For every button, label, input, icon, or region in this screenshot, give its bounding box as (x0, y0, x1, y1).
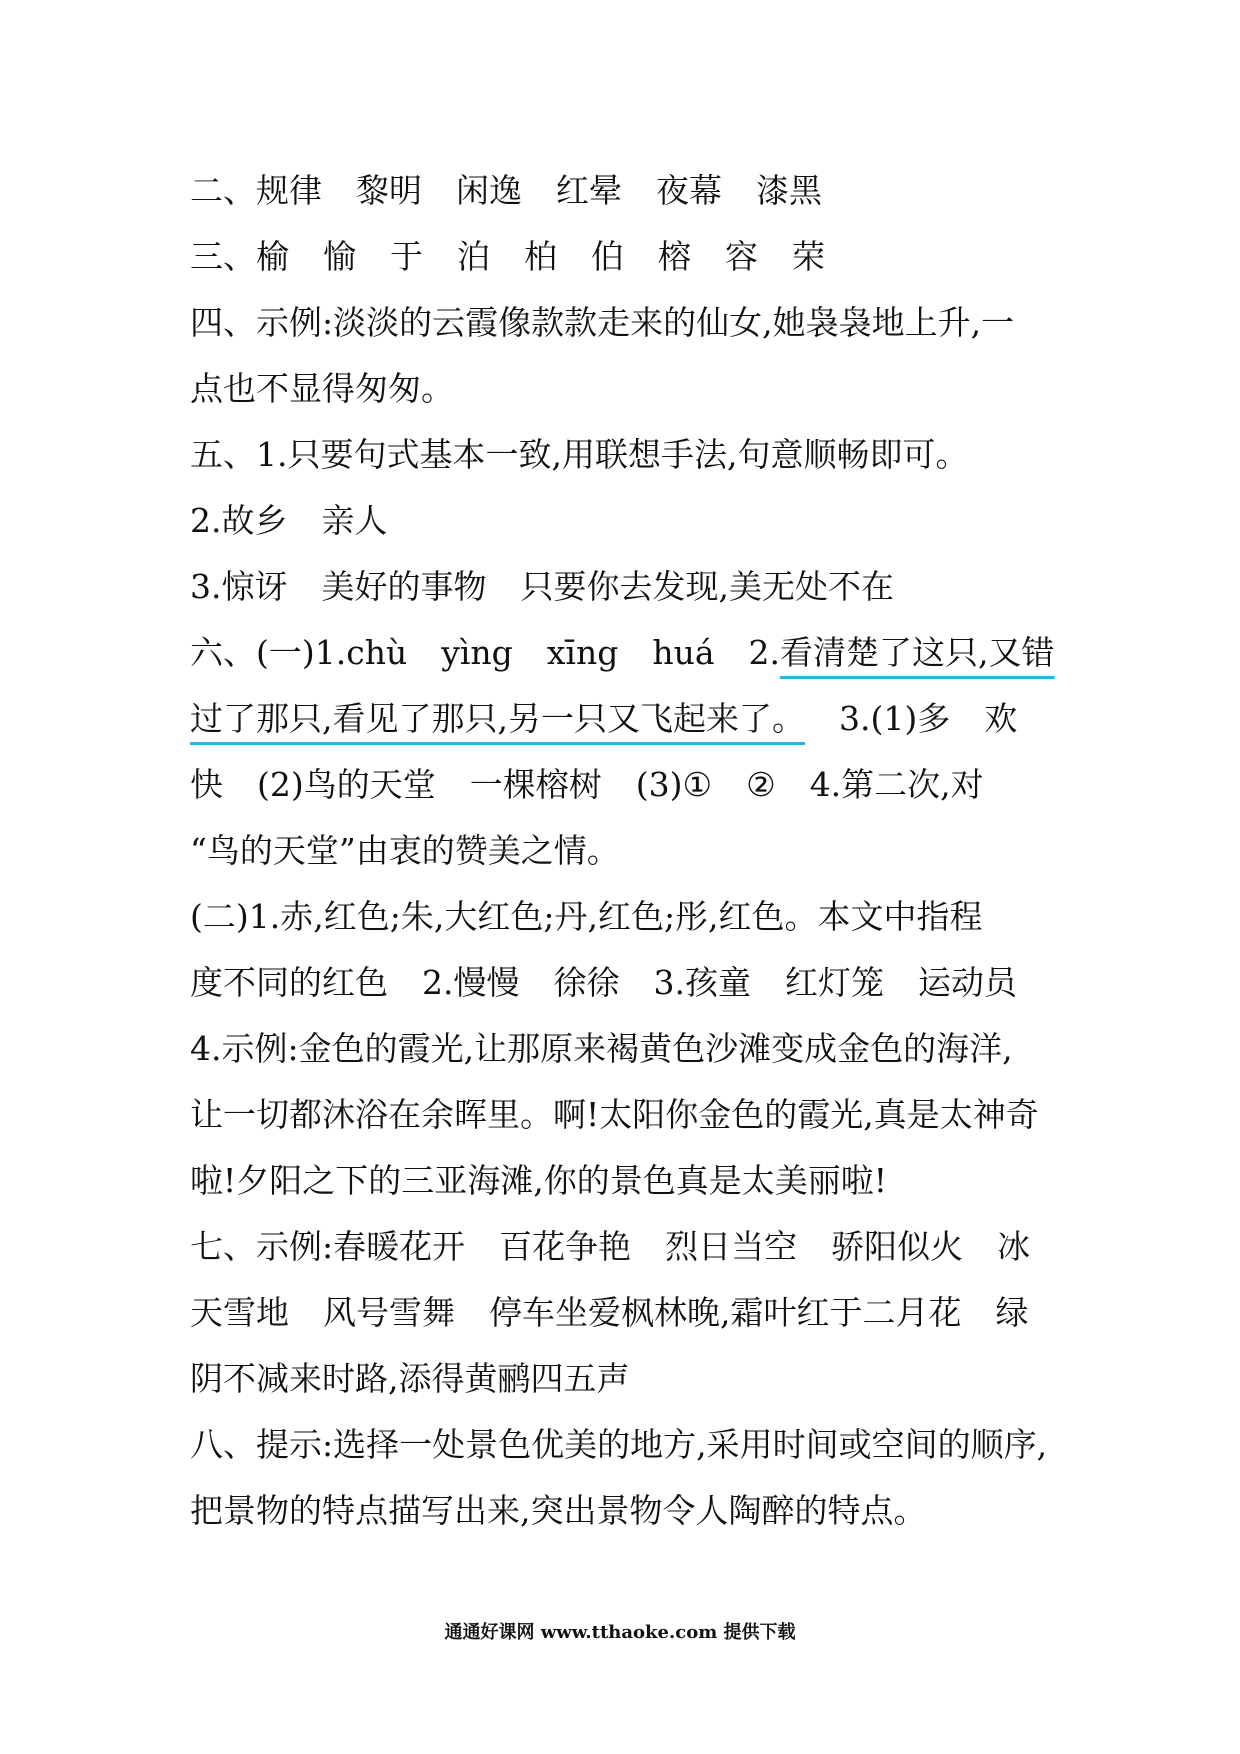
answer-item: 只要你去发现,美无处不在 (520, 567, 894, 606)
answer-line-3 (190, 224, 1070, 290)
answer-char: 榆 (256, 237, 289, 276)
answer-item: 烈日当空 (665, 1227, 798, 1266)
answer-char: 泊 (457, 237, 490, 276)
section-prefix: 三、 (190, 237, 256, 276)
answer-word: 夜幕 (656, 171, 722, 210)
answer-line-4a: 四、示例:淡淡的云霞像款款走来的仙女,她袅袅地上升,一 (190, 303, 1015, 342)
pinyin-item: xīng (546, 633, 619, 672)
answer-line-7b (190, 1280, 1070, 1346)
answer-char: 愉 (323, 237, 356, 276)
answer-line-7c: 阴不减来时路,添得黄鹂四五声 (190, 1359, 630, 1398)
answer-line-7a (190, 1214, 1070, 1280)
answer-item: 天雪地 (190, 1293, 289, 1332)
question-number: 2. (748, 633, 781, 672)
answer-item: 3.(1)多 (838, 699, 951, 738)
answer-item: 徐徐 (553, 963, 620, 1002)
answer-item: ② (746, 765, 776, 804)
answer-word: 黎明 (356, 171, 422, 210)
answer-word: 红晕 (556, 171, 622, 210)
answer-list (190, 158, 1070, 1544)
answer-char: 于 (390, 237, 423, 276)
answer-line-5b (190, 488, 1070, 554)
answer-word: 规律 (256, 171, 322, 210)
answer-line-6a (190, 620, 1070, 686)
answer-word: 闲逸 (456, 171, 522, 210)
answer-line-6g: 4.示例:金色的霞光,让那原来褐黄色沙滩变成金色的海洋, (190, 1029, 1013, 1068)
pinyin-item: 六、(一)1.chù (190, 633, 408, 672)
answer-line-5a: 五、1.只要句式基本一致,用联想手法,句意顺畅即可。 (190, 435, 969, 474)
answer-line-2 (190, 158, 1070, 224)
answer-line-6h: 让一切都沐浴在余晖里。啊!太阳你金色的霞光,真是太神奇 (190, 1095, 1039, 1134)
answer-item: 欢 (984, 699, 1018, 738)
answer-item: 美好的事物 (321, 567, 487, 606)
footer-credit: 通通好课网 www.tthaoke.com 提供下载 (444, 1622, 796, 1643)
answer-item: 红灯笼 (785, 963, 884, 1002)
answer-item: 2.故乡 (190, 501, 288, 540)
answer-item: 3.孩童 (653, 963, 751, 1002)
answer-item: 3.惊讶 (190, 567, 288, 606)
answer-item: 百花争艳 (499, 1227, 632, 1266)
answer-item: (2)鸟的天堂 (257, 765, 436, 804)
answer-item: 运动员 (918, 963, 1017, 1002)
answer-line-4b: 点也不显得匆匆。 (190, 369, 454, 408)
answer-char: 容 (725, 237, 758, 276)
answer-item: 2.慢慢 (422, 963, 520, 1002)
answer-item: 快 (190, 765, 223, 804)
pinyin-item: huá (652, 633, 715, 672)
answer-char: 伯 (591, 237, 624, 276)
answer-char: 榕 (658, 237, 691, 276)
answer-word: 漆黑 (756, 171, 822, 210)
answer-char: 柏 (524, 237, 557, 276)
answer-item: 绿 (995, 1293, 1029, 1332)
answer-item: 度不同的红色 (190, 963, 388, 1002)
answer-line-6c (190, 752, 1070, 818)
answer-item: 亲人 (321, 501, 388, 540)
answer-char: 荣 (792, 237, 825, 276)
answer-line-8a: 八、提示:选择一处景色优美的地方,采用时间或空间的顺序, (190, 1425, 1048, 1464)
answer-item: 停车坐爱枫林晚,霜叶红于二月花 (489, 1293, 962, 1332)
answer-line-6e: (二)1.赤,红色;朱,大红色;丹,红色;彤,红色。本文中指程 (190, 897, 983, 936)
answer-item: 一棵榕树 (469, 765, 602, 804)
answer-line-6d: “鸟的天堂”由衷的赞美之情。 (190, 831, 620, 870)
answer-line-6i: 啦!夕阳之下的三亚海滩,你的景色真是太美丽啦! (190, 1161, 888, 1200)
answer-item: 风号雪舞 (323, 1293, 455, 1332)
pinyin-item: yìng (441, 633, 513, 672)
answer-line-5c (190, 554, 1070, 620)
answer-item: 冰 (997, 1227, 1031, 1266)
underlined-answer: 过了那只,看见了那只,另一只又飞起来了。 (190, 699, 805, 738)
answer-item: 4.第二次,对 (809, 765, 984, 804)
underlined-answer: 看清楚了这只,又错 (780, 633, 1055, 672)
answer-item: (3)① (635, 765, 713, 804)
answer-line-8b: 把景物的特点描写出来,突出景物令人陶醉的特点。 (190, 1491, 927, 1530)
answer-line-6f (190, 950, 1070, 1016)
section-prefix: 二、 (190, 171, 256, 210)
answer-item: 骄阳似火 (831, 1227, 964, 1266)
answer-item: 七、示例:春暖花开 (190, 1227, 466, 1266)
answer-line-6b (190, 686, 1070, 752)
